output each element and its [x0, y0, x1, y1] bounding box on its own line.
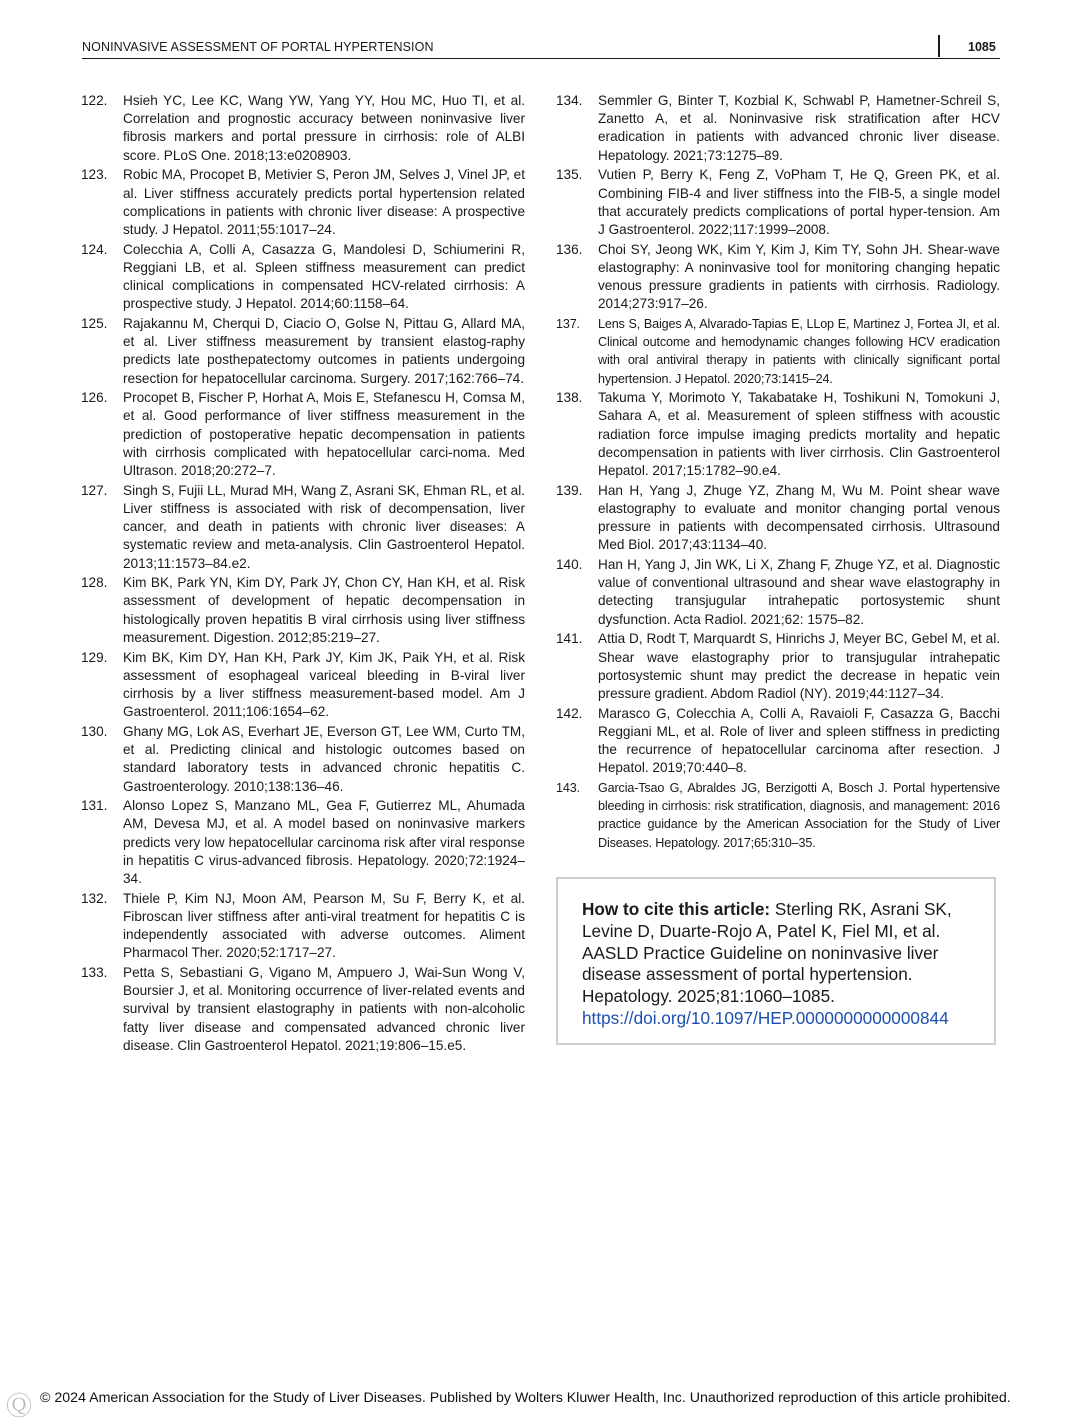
reference-item	[81, 723, 525, 796]
reference-item	[81, 482, 525, 573]
reference-number: 127.	[81, 482, 108, 498]
reference-item	[556, 630, 1000, 703]
reference-item	[81, 389, 525, 480]
references-right-column	[556, 92, 1000, 853]
reference-item	[81, 574, 525, 647]
citation-label: How to cite this article:	[582, 899, 771, 919]
reference-item	[81, 92, 525, 165]
references-left-column	[81, 92, 525, 1057]
reference-number: 138.	[556, 390, 583, 406]
watermark-icon: Ⓠ	[6, 1391, 33, 1421]
reference-text: Han H, Yang J, Jin WK, Li X, Zhang F, Zhuge YZ, et al. Diagnostic value of conventional ultrasound and shear wave elastography in detecting transjugular intrahepatic portosystemic shunt dysfunction. Acta Radiol. 2021;62: 1575–82.	[598, 557, 1000, 627]
reference-text: Thiele P, Kim NJ, Moon AM, Pearson M, Su F, Berry K, et al. Fibroscan liver stiffness after anti-viral treatment for hepatitis C is independently associated with adverse outcomes. Aliment Pharmacol Ther. 2020;52:1717–27.	[123, 890, 525, 961]
reference-number: 129.	[81, 649, 108, 665]
header-divider	[938, 35, 940, 57]
reference-number: 131.	[81, 798, 108, 814]
reference-number: 124.	[81, 241, 108, 257]
reference-item	[556, 92, 1000, 165]
running-header-title: NONINVASIVE ASSESSMENT OF PORTAL HYPERTENSION	[82, 40, 434, 54]
reference-text: Han H, Yang J, Zhuge YZ, Zhang M, Wu M. Point shear wave elastography to evaluate and monitor changing portal venous pressure in patients with decompensated cirrhosis. Ultrasound Med Biol. 2017;43:1134–40.	[598, 482, 1000, 553]
reference-number: 139.	[556, 482, 583, 498]
reference-number: 128.	[81, 575, 108, 591]
header-rule	[82, 58, 1000, 59]
reference-number: 123.	[81, 167, 108, 183]
reference-text: Procopet B, Fischer P, Horhat A, Mois E, Stefanescu H, Comsa M, et al. Good performance of liver stiffness measurement in the prediction of postoperative hepatic decompensation in patients with cirrhosis complicated with hepatocellular carci-noma. Med Ultrason. 2018;20:272–7.	[123, 390, 525, 479]
reference-text: Attia D, Rodt T, Marquardt S, Hinrichs J, Meyer BC, Gebel M, et al. Shear wave elastography prior to transjugular intrahepatic portosystemic shunt may predict the decrease in hepatic vein pressure gradient. Abdom Radiol (NY). 2019;44:1127–34.	[598, 631, 1000, 701]
reference-text: Ghany MG, Lok AS, Everhart JE, Everson GT, Lee WM, Curto TM, et al. Predicting clinical and histologic outcomes based on standard laboratory tests in advanced chronic hepatitis C. Gastroenterology. 2010;138:136–46.	[123, 723, 525, 794]
reference-item	[81, 166, 525, 239]
reference-text: Singh S, Fujii LL, Murad MH, Wang Z, Asrani SK, Ehman RL, et al. Liver stiffness is associated with risk of decompensation, liver cancer, and death in patients with chronic liver diseases: A systematic review and meta-analysis. Clin Gastroenterol Hepatol. 2013;11:1573–84.e2.	[123, 482, 525, 571]
reference-item	[81, 890, 525, 963]
reference-number: 137.	[556, 316, 580, 331]
reference-item	[81, 241, 525, 314]
reference-item	[81, 964, 525, 1055]
reference-number: 135.	[556, 167, 583, 183]
reference-text: Semmler G, Binter T, Kozbial K, Schwabl P, Hametner-Schreil S, Zanetto A, et al. Noninvasive risk stratification after HCV eradication in patients with advanced chronic liver disease. Hepatology. 2021;73:1275–89.	[598, 93, 1000, 163]
reference-item	[556, 315, 1000, 388]
reference-number: 126.	[81, 390, 108, 406]
reference-number: 134.	[556, 93, 583, 108]
reference-number: 132.	[81, 890, 108, 906]
reference-text: Hsieh YC, Lee KC, Wang YW, Yang YY, Hou MC, Huo TI, et al. Correlation and prognostic accuracy between noninvasive liver fibrosis markers and portal pressure in cirrhosis: role of ALBI score. PLoS One. 2018;13:e0208903.	[123, 93, 525, 163]
reference-text: Kim BK, Park YN, Kim DY, Park JY, Chon CY, Han KH, et al. Risk assessment of development of hepatic decompensation in histologically proven hepatitis B viral cirrhosis using liver stiffness measurement. Digestion. 2012;85:219–27.	[123, 575, 525, 645]
reference-item	[556, 389, 1000, 480]
reference-text: Lens S, Baiges A, Alvarado-Tapias E, LLop E, Martinez J, Fortea JI, et al. Clinical outcome and hemodynamic changes following HCV eradication with oral antiviral therapy in patients with clinically significant portal hypertension. J Hepatol. 2020;73:1415–24.	[598, 316, 1000, 386]
reference-text: Alonso Lopez S, Manzano ML, Gea F, Gutierrez ML, Ahumada AM, Devesa MJ, et al. A model based on noninvasive markers predicts very low hepatocellular carcinoma risk after viral response in hepatitis C virus-advanced fibrosis. Hepatology. 2020;72:1924–34.	[123, 798, 525, 887]
reference-item	[556, 779, 1000, 852]
copyright-footer: © 2024 American Association for the Study of Liver Diseases. Published by Wolters Kluwer Health, Inc. Unauthorized reproduction of this article prohibited.	[40, 1390, 1011, 1406]
reference-text: Rajakannu M, Cherqui D, Ciacio O, Golse N, Pittau G, Allard MA, et al. Liver stiffness measurement by transient elastog-raphy predicts late posthepatectomy outcomes in patients undergoing resection for hepatocellular carcinoma. Surgery. 2017;162:766–74.	[123, 315, 525, 386]
reference-item	[81, 649, 525, 722]
reference-number: 125.	[81, 315, 108, 331]
reference-text: Vutien P, Berry K, Feng Z, VoPham T, He Q, Green PK, et al. Combining FIB-4 and liver stiffness into the FIB-5, a single model that accurately predicts complications of portal hyper-tension. Am J Gastroenterol. 2022;117:1999–2008.	[598, 167, 1000, 237]
reference-number: 133.	[81, 965, 108, 981]
reference-text: Colecchia A, Colli A, Casazza G, Mandolesi D, Schiumerini R, Reggiani LB, et al. Spleen stiffness measurement can predict clinical complications in compensated HCV-related cirrhosis: A prospective study. J Hepatol. 2014;60:1158–64.	[123, 241, 525, 312]
page-number: 1085	[968, 40, 996, 54]
reference-item	[81, 797, 525, 888]
reference-item	[81, 315, 525, 388]
reference-text: Kim BK, Kim DY, Han KH, Park JY, Kim JK, Paik YH, et al. Risk assessment of esophageal variceal bleeding in B-viral liver cirrhosis by a liver stiffness measurement-based model. Am J Gastroenterol. 2011;106:1654–62.	[123, 649, 525, 720]
reference-item	[556, 241, 1000, 314]
reference-number: 130.	[81, 723, 108, 739]
citation-text: Sterling RK, Asrani SK, Levine D, Duarte-Rojo A, Patel K, Fiel MI, et al. AASLD Practice Guideline on noninvasive liver disease assessment of portal hypertension. Hepatology. 2025;81:1060–1085.	[582, 899, 952, 1007]
reference-item	[556, 166, 1000, 239]
reference-item	[556, 556, 1000, 629]
reference-number: 136.	[556, 241, 583, 257]
reference-item	[556, 705, 1000, 778]
reference-text: Petta S, Sebastiani G, Vigano M, Ampuero J, Wai-Sun Wong V, Boursier J, et al. Monitoring occurrence of liver-related events and survival by transient elastography in patients with non-alcoholic fatty liver disease and compensated advanced chronic liver disease. Clin Gastroenterol Hepatol. 2021;19:806–15.e5.	[123, 965, 525, 1053]
reference-number: 140.	[556, 557, 583, 573]
reference-text: Marasco G, Colecchia A, Colli A, Ravaioli F, Casazza G, Bacchi Reggiani ML, et al. Role of liver and spleen stiffness in predicting the recurrence of hepatocellular carcinoma after resection. J Hepatol. 2019;70:440–8.	[598, 705, 1000, 776]
citation-box	[556, 877, 996, 1045]
reference-text: Robic MA, Procopet B, Metivier S, Peron JM, Selves J, Vinel JP, et al. Liver stiffness accurately predicts portal hypertension related complications in patients with chronic liver disease: A prospective study. J Hepatol. 2011;55:1017–24.	[123, 167, 525, 237]
reference-number: 141.	[556, 631, 583, 647]
reference-text: Choi SY, Jeong WK, Kim Y, Kim J, Kim TY, Sohn JH. Shear-wave elastography: A noninvasive tool for monitoring changing hepatic venous pressure gradients in patients with cirrhosis. Radiology. 2014;273:917–26.	[598, 241, 1000, 312]
reference-number: 122.	[81, 93, 108, 108]
citation-doi-link[interactable]: https://doi.org/10.1097/HEP.0000000000000844	[582, 1007, 949, 1028]
reference-number: 142.	[556, 705, 583, 721]
reference-text: Garcia-Tsao G, Abraldes JG, Berzigotti A, Bosch J. Portal hypertensive bleeding in cirrhosis: risk stratification, diagnosis, and management: 2016 practice guidance by the American Association for the Study of Liver Diseases. Hepatology. 2017;65:310–35.	[598, 781, 1000, 850]
reference-number: 143.	[556, 781, 580, 796]
reference-text: Takuma Y, Morimoto Y, Takabatake H, Toshikuni N, Tomokuni J, Sahara A, et al. Measurement of spleen stiffness with acoustic radiation force impulse imaging predicts mortality and hepatic decompensation in patients with liver cirrhosis. Clin Gastroenterol Hepatol. 2017;15:1782–90.e4.	[598, 390, 1000, 479]
reference-item	[556, 482, 1000, 555]
